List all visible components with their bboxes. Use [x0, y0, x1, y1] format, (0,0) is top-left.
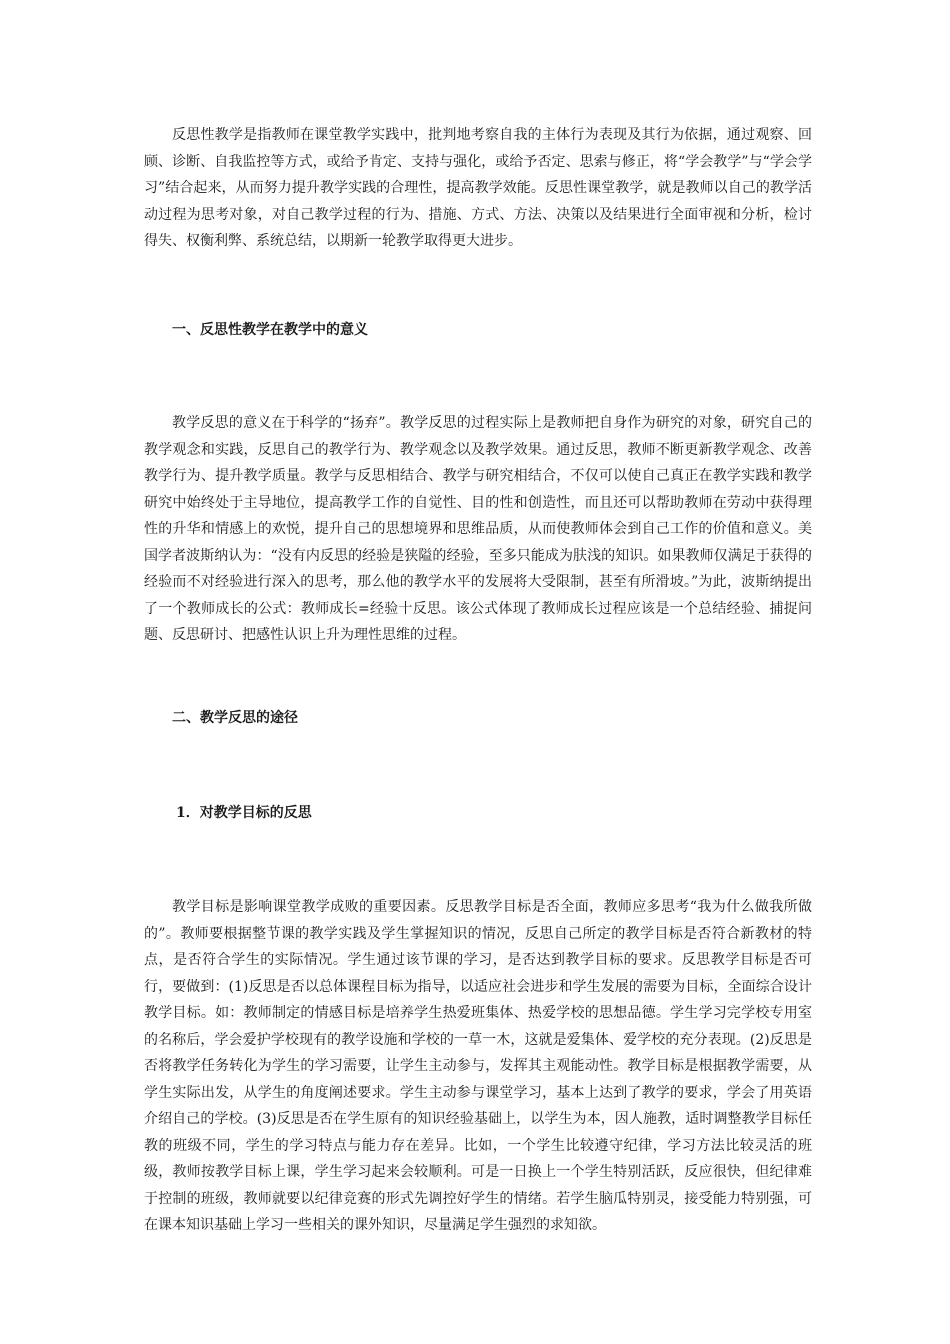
section-heading-approaches: 二、教学反思的途径	[172, 710, 298, 726]
goals-paragraph: 教学目标是影响课堂教学成败的重要因素。反思教学目标是否全面，教师应多思考“我为什么做我所做的”。教师要根据整节课的教学实践及学生掌握知识的情况，反思自己所定的教学目标是否符合新教材的特点，是否符合学生的实际情况。学生通过该节课的学习，是否达到教学目标的要求。反思教学目标是否可行，要做到：(1)反思是否以总体课程目标为指导，以适应社会进步和学生发展的需要为目标，全面综合设计教学目标。如：教师制定的情感目标是培养学生热爱班集体、热爱学校的思想品德。学生学习完学校专用室的名称后，学会爱护学校现有的教学设施和学校的一草一木，这就是爱集体、爱学校的充分表现。(2)反思是否将教学任务转化为学生的学习需要，让学生主动参与，发挥其主观能动性。教学目标是根据教学需要，从学生实际出发，从学生的角度阐述要求。学生主动参与课堂学习，基本上达到了教学的要求，学会了用英语介绍自己的学校。(3)反思是否在学生原有的知识经验基础上，以学生为本，因人施教，适时调整教学目标任教的班级不同，学生的学习特点与能力存在差异。比如，一个学生比较遵守纪律，学习方法比较灵活的班级，教师按教学目标上课，学生学习起来会较顺利。可是一日换上一个学生特别活跃，反应很快，但纪律难于控制的班级，教师就要以纪律竞赛的形式先调控好学生的情绪。若学生脑瓜特别灵，接受能力特别强，可在课本知识基础上学习一些相关的课外知识，尽量满足学生强烈的求知欲。	[144, 899, 812, 1233]
section-heading-meaning: 一、反思性教学在教学中的意义	[172, 322, 368, 338]
subsection-heading-goals: 1．对教学目标的反思	[176, 805, 312, 821]
meaning-paragraph: 教学反思的意义在于科学的“扬弃”。教学反思的过程实际上是教师把自身作为研究的对象，研究自己的教学观念和实践，反思自己的教学行为、教学观念以及教学效果。通过反思，教师不断更新教学观念、改善教学行为、提升教学质量。教学与反思相结合、教学与研究相结合，不仅可以使自己真正在教学实践和教学研究中始终处于主导地位，提高教学工作的自觉性、目的性和创造性，而且还可以帮助教师在劳动中获得理性的升华和情感上的欢悦，提升自己的思想境界和思维品质，从而使教师体会到自己工作的价值和意义。美国学者波斯纳认为：“没有内反思的经验是狭隘的经验，至多只能成为肤浅的知识。如果教师仅满足于获得的经验而不对经验进行深入的思考，那么他的教学水平的发展将大受限制，甚至有所滑坡。”为此，波斯纳提出了一个教师成长的公式：教师成长=经验十反思。该公式体现了教师成长过程应该是一个总结经验、捕捉问题、反思研讨、把感性认识上升为理性思维的过程。	[144, 415, 812, 643]
intro-paragraph: 反思性教学是指教师在课堂教学实践中，批判地考察自我的主体行为表现及其行为依据，通过观察、回顾、诊断、自我监控等方式，或给予肯定、支持与强化，或给予否定、思索与修正，将“学会教学”与“学会学习”结合起来，从而努力提升教学实践的合理性，提高教学效能。反思性课堂教学，就是教师以自己的教学活动过程为思考对象，对自己教学过程的行为、措施、方式、方法、决策以及结果进行全面审视和分析，检讨得失、权衡利弊、系统总结，以期新一轮教学取得更大进步。	[144, 127, 812, 249]
